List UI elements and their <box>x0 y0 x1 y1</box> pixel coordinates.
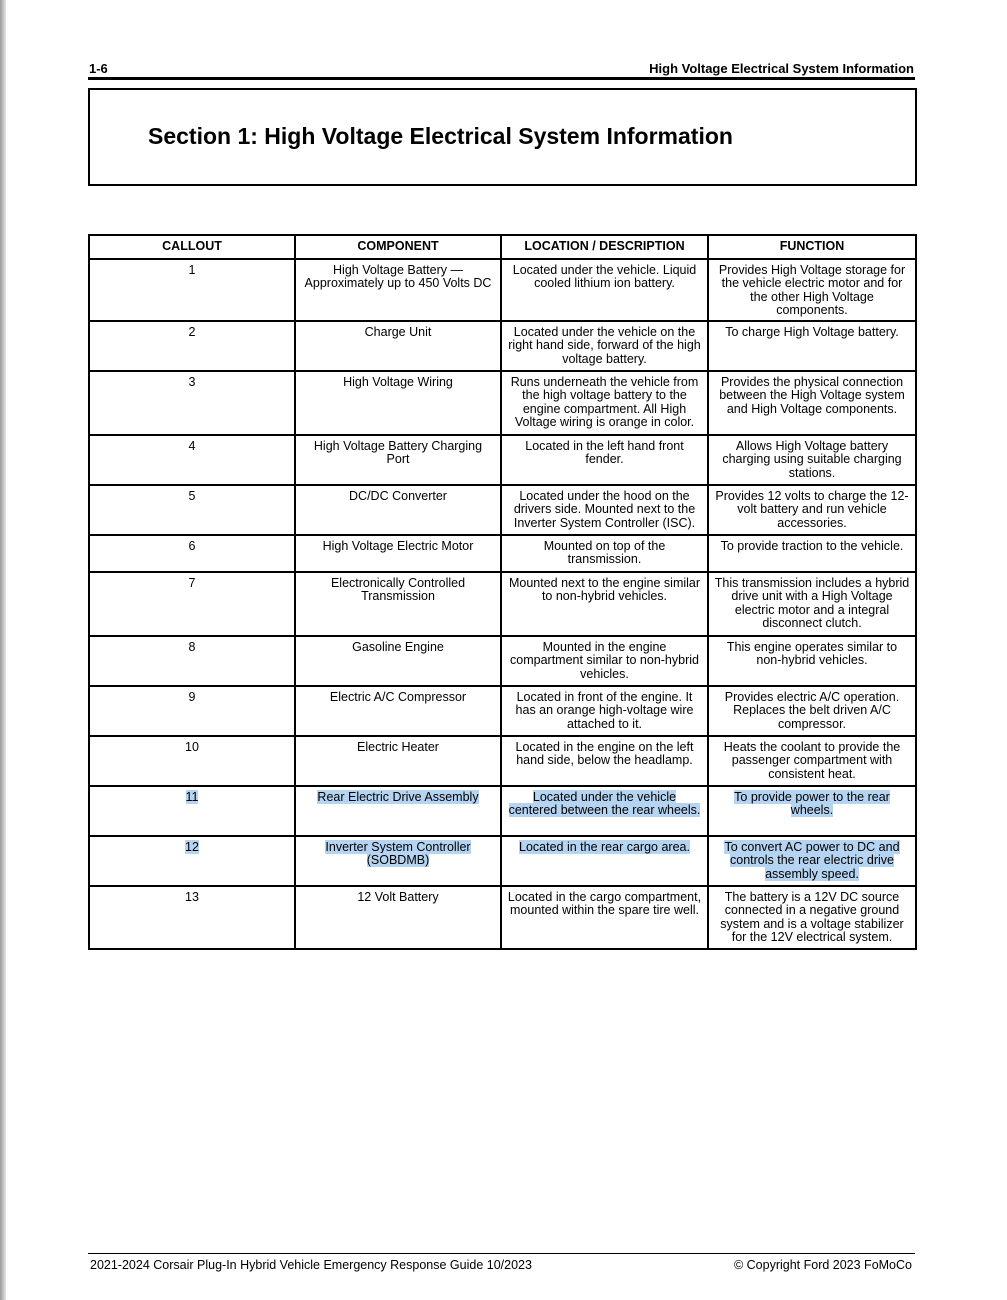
viewer-edge-shadow <box>0 0 6 1300</box>
section-title-box <box>88 88 917 186</box>
cell-function <box>708 736 916 786</box>
cell-function-text: This transmission includes a hybrid drive unit with a High Voltage electric motor and a integral disconnect clutch. <box>714 576 910 630</box>
table-body <box>89 259 916 949</box>
footer-copyright: © Copyright Ford 2023 FoMoCo <box>733 1258 912 1272</box>
cell-function <box>708 535 916 572</box>
cell-location <box>501 371 708 435</box>
cell-function-text: Provides electric A/C operation. Replaces the belt driven A/C compressor. <box>724 690 900 731</box>
cell-callout <box>89 686 295 736</box>
cell-callout <box>89 836 295 886</box>
column-header-component: COMPONENT <box>295 235 501 259</box>
cell-component <box>295 836 501 886</box>
cell-function <box>708 836 916 886</box>
cell-location <box>501 786 708 836</box>
cell-location-text: Located in the rear cargo area. <box>519 840 690 854</box>
cell-component-text: High Voltage Wiring <box>343 375 453 389</box>
cell-callout <box>89 485 295 535</box>
cell-callout <box>89 535 295 572</box>
cell-callout <box>89 435 295 485</box>
cell-component-text: Charge Unit <box>364 325 432 339</box>
cell-function-text: Provides the physical connection between the High Voltage system and High Voltage components. <box>719 375 905 416</box>
cell-component-text: Gasoline Engine <box>352 640 444 654</box>
cell-callout <box>89 786 295 836</box>
cell-function-text: To provide traction to the vehicle. <box>720 539 904 553</box>
cell-location-text: Located in front of the engine. It has an orange high-voltage wire attached to it. <box>515 690 694 731</box>
cell-location <box>501 572 708 636</box>
table-row <box>89 736 916 786</box>
cell-location <box>501 736 708 786</box>
table-row <box>89 836 916 886</box>
cell-callout <box>89 259 295 321</box>
table-row <box>89 485 916 535</box>
cell-function <box>708 572 916 636</box>
cell-location <box>501 435 708 485</box>
cell-callout-text: 7 <box>188 576 196 590</box>
cell-function <box>708 786 916 836</box>
cell-function <box>708 485 916 535</box>
cell-component <box>295 636 501 686</box>
footer-rule <box>88 1253 915 1254</box>
cell-location-text: Runs underneath the vehicle from the high voltage battery to the engine compartment. All High Voltage wiring is orange in color. <box>510 375 699 429</box>
cell-callout <box>89 636 295 686</box>
cell-callout <box>89 736 295 786</box>
cell-function-text: Allows High Voltage battery charging using suitable charging stations. <box>722 439 902 480</box>
cell-callout-text: 13 <box>185 890 199 904</box>
cell-function-text: Provides High Voltage storage for the vehicle electric motor and for the other High Voltage components. <box>718 263 906 317</box>
running-header-title: High Voltage Electrical System Information <box>649 61 914 76</box>
cell-component <box>295 435 501 485</box>
cell-callout-text: 6 <box>188 539 196 553</box>
cell-component-text: Electric Heater <box>357 740 439 754</box>
section-title: Section 1: High Voltage Electrical System Information <box>148 123 733 149</box>
cell-component <box>295 572 501 636</box>
cell-location-text: Located under the vehicle. Liquid cooled lithium ion battery. <box>512 263 697 291</box>
cell-location <box>501 535 708 572</box>
cell-component-text: Rear Electric Drive Assembly <box>317 790 479 804</box>
table-row <box>89 786 916 836</box>
cell-location-text: Mounted next to the engine similar to non-hybrid vehicles. <box>508 576 701 604</box>
table-row <box>89 572 916 636</box>
cell-callout-text: 10 <box>185 740 199 754</box>
cell-component <box>295 786 501 836</box>
cell-component-text: DC/DC Converter <box>349 489 447 503</box>
cell-location-text: Mounted on top of the transmission. <box>543 539 666 567</box>
table-row <box>89 535 916 572</box>
cell-callout-text: 9 <box>188 690 196 704</box>
cell-function <box>708 371 916 435</box>
cell-function <box>708 636 916 686</box>
cell-component-text: High Voltage Battery Charging Port <box>313 439 483 467</box>
cell-location-text: Mounted in the engine compartment similar to non-hybrid vehicles. <box>510 640 699 681</box>
cell-callout <box>89 371 295 435</box>
table-row <box>89 371 916 435</box>
component-table <box>88 234 917 950</box>
cell-callout-text: 1 <box>188 263 196 277</box>
cell-function-text: This engine operates similar to non-hybrid vehicles. <box>726 640 898 668</box>
cell-location-text: Located in the engine on the left hand side, below the headlamp. <box>515 740 694 768</box>
cell-function-text: Provides 12 volts to charge the 12-volt battery and run vehicle accessories. <box>715 489 909 530</box>
cell-component <box>295 886 501 949</box>
table-row <box>89 636 916 686</box>
cell-location <box>501 321 708 371</box>
table-row <box>89 321 916 371</box>
cell-component <box>295 736 501 786</box>
cell-function-text: To convert AC power to DC and controls the rear electric drive assembly speed. <box>724 840 900 881</box>
cell-component <box>295 535 501 572</box>
cell-location <box>501 686 708 736</box>
cell-component <box>295 259 501 321</box>
cell-callout <box>89 886 295 949</box>
cell-location <box>501 836 708 886</box>
table-row <box>89 259 916 321</box>
table-row <box>89 886 916 949</box>
page-number: 1-6 <box>89 61 108 76</box>
cell-function-text: To charge High Voltage battery. <box>725 325 899 339</box>
cell-function <box>708 886 916 949</box>
cell-component <box>295 371 501 435</box>
column-header-location: LOCATION / DESCRIPTION <box>501 235 708 259</box>
cell-component-text: 12 Volt Battery <box>357 890 439 904</box>
cell-callout-text: 11 <box>185 790 199 804</box>
cell-component-text: Electronically Controlled Transmission <box>330 576 466 604</box>
table-header-row <box>89 235 916 259</box>
cell-callout-text: 12 <box>185 840 199 854</box>
cell-component-text: Inverter System Controller (SOBDMB) <box>325 840 471 868</box>
footer-document-title: 2021-2024 Corsair Plug-In Hybrid Vehicle Emergency Response Guide 10/2023 <box>90 1258 532 1272</box>
cell-location <box>501 636 708 686</box>
cell-function <box>708 686 916 736</box>
cell-location-text: Located under the vehicle on the right hand side, forward of the high voltage battery. <box>508 325 701 366</box>
cell-location-text: Located under the hood on the drivers side. Mounted next to the Inverter System Controller (ISC). <box>513 489 696 530</box>
table-row <box>89 686 916 736</box>
cell-function <box>708 321 916 371</box>
header-rule <box>88 77 915 80</box>
cell-function <box>708 435 916 485</box>
cell-location <box>501 886 708 949</box>
cell-callout-text: 3 <box>188 375 196 389</box>
cell-component <box>295 485 501 535</box>
cell-callout-text: 8 <box>188 640 196 654</box>
cell-callout-text: 2 <box>188 325 196 339</box>
cell-function-text: Heats the coolant to provide the passenger compartment with consistent heat. <box>723 740 901 781</box>
cell-component-text: High Voltage Electric Motor <box>322 539 474 553</box>
cell-callout-text: 5 <box>188 489 196 503</box>
cell-callout-text: 4 <box>188 439 196 453</box>
cell-callout <box>89 572 295 636</box>
cell-location-text: Located in the left hand front fender. <box>525 439 684 467</box>
cell-component-text: High Voltage Battery — Approximately up to 450 Volts DC <box>304 263 492 291</box>
cell-location-text: Located under the vehicle centered between the rear wheels. <box>508 790 701 818</box>
cell-component-text: Electric A/C Compressor <box>329 690 467 704</box>
cell-function <box>708 259 916 321</box>
cell-location-text: Located in the cargo compartment, mounted within the spare tire well. <box>507 890 702 918</box>
cell-component <box>295 321 501 371</box>
cell-function-text: The battery is a 12V DC source connected in a negative ground system and is a voltage stabilizer for the 12V electrical system. <box>720 890 904 944</box>
cell-location <box>501 485 708 535</box>
cell-location <box>501 259 708 321</box>
cell-component <box>295 686 501 736</box>
table-row <box>89 435 916 485</box>
column-header-function: FUNCTION <box>708 235 916 259</box>
column-header-callout: CALLOUT <box>89 235 295 259</box>
cell-callout <box>89 321 295 371</box>
cell-function-text: To provide power to the rear wheels. <box>734 790 890 818</box>
